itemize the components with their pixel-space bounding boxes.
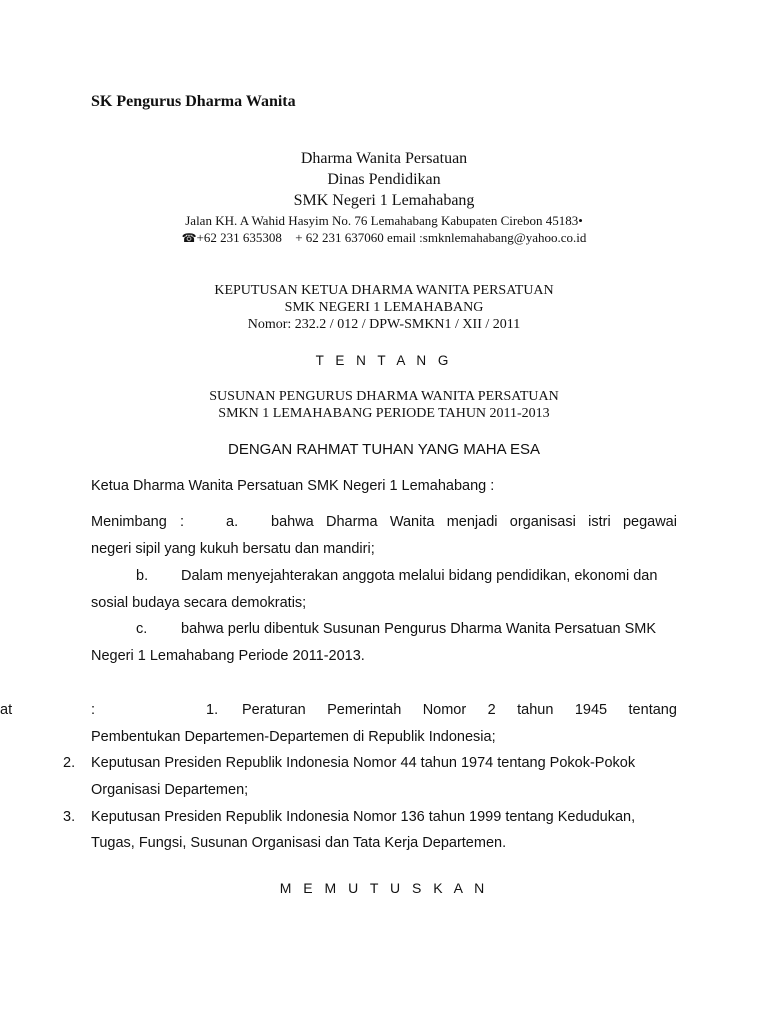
word: Dharma <box>326 514 378 530</box>
word: organisasi <box>509 514 576 530</box>
remembering-item3-text: Keputusan Presiden Republik Indonesia Nomor 136 tahun 1999 tentang Kedudukan, <box>91 809 636 825</box>
word: istri <box>588 514 611 530</box>
subject-line1: SUSUNAN PENGURUS DHARMA WANITA PERSATUAN <box>209 389 559 404</box>
considering-a-text <box>271 514 677 530</box>
considering-c-cont: Negeri 1 Lemahabang Periode 2011-2013. <box>91 648 365 664</box>
document-title: SK Pengurus Dharma Wanita <box>91 93 296 110</box>
word: Peraturan <box>242 702 306 718</box>
considering-b-cont: sosial budaya secara demokratis; <box>91 595 307 611</box>
letterhead-school: SMK Negeri 1 Lemahabang <box>293 192 475 209</box>
blessing-heading: DENGAN RAHMAT TUHAN YANG MAHA ESA <box>227 441 540 458</box>
subject-line2: SMKN 1 LEMAHABANG PERIODE TAHUN 2011-2013 <box>218 406 550 421</box>
remembering-item1-cont: Pembentukan Departemen-Departemen di Republik Indonesia; <box>91 729 496 745</box>
considering-c-text: bahwa perlu dibentuk Susunan Pengurus Dharma Wanita Persatuan SMK <box>181 621 657 637</box>
opening-line: Ketua Dharma Wanita Persatuan SMK Negeri 1 Lemahabang : <box>91 478 495 494</box>
letterhead-org: Dharma Wanita Persatuan <box>300 150 468 167</box>
word: 1945 <box>574 702 608 718</box>
letterhead-contact-line <box>0 230 768 246</box>
considering-c-marker: c. <box>136 621 148 637</box>
remembering-item3-marker: 3. <box>63 809 76 825</box>
remembering-item1-text <box>242 702 677 718</box>
remembering-item1-marker: 1. <box>206 702 219 718</box>
remembering-label-fragment: at <box>0 702 13 718</box>
considering-b-marker: b. <box>136 568 149 584</box>
remembering-colon: : <box>91 702 96 718</box>
decide-heading: M E M U T U S K A N <box>279 880 489 896</box>
word: tentang <box>628 702 677 718</box>
about-heading: T E N T A N G <box>315 353 453 368</box>
word: Pemerintah <box>327 702 402 718</box>
word: 2 <box>487 702 496 718</box>
considering-a-cont: negeri sipil yang kukuh bersatu dan mandiri; <box>91 541 375 557</box>
word: bahwa <box>271 514 314 530</box>
decree-line1: KEPUTUSAN KETUA DHARMA WANITA PERSATUAN <box>214 283 554 298</box>
remembering-item2-marker: 2. <box>63 755 76 771</box>
word: menjadi <box>446 514 498 530</box>
letterhead-department: Dinas Pendidikan <box>327 171 441 188</box>
word: Wanita <box>389 514 435 530</box>
word: tahun <box>517 702 554 718</box>
remembering-item2-text: Keputusan Presiden Republik Indonesia Nomor 44 tahun 1974 tentang Pokok-Pokok <box>91 755 636 771</box>
considering-a-marker: a. <box>226 514 239 530</box>
considering-colon: : <box>180 514 185 530</box>
letterhead-contact: +62 231 635308  + 62 231 637060 email :smknlemahabang@yahoo.co.id <box>196 230 587 245</box>
considering-label: Menimbang <box>91 514 167 530</box>
decree-line2: SMK NEGERI 1 LEMAHABANG <box>284 300 484 315</box>
word: Nomor <box>422 702 467 718</box>
decree-number: Nomor: 232.2 / 012 / DPW-SMKN1 / XII / 2011 <box>247 317 521 332</box>
letterhead-address: Jalan KH. A Wahid Hasyim No. 76 Lemahabang Kabupaten Cirebon 45183• <box>185 213 583 228</box>
considering-b-text: Dalam menyejahterakan anggota melalui bidang pendidikan, ekonomi dan <box>181 568 658 584</box>
telephone-icon: ☎ <box>181 231 197 245</box>
remembering-item2-cont: Organisasi Departemen; <box>91 782 249 798</box>
word: pegawai <box>622 514 677 530</box>
remembering-item3-cont: Tugas, Fungsi, Susunan Organisasi dan Tata Kerja Departemen. <box>91 835 507 851</box>
